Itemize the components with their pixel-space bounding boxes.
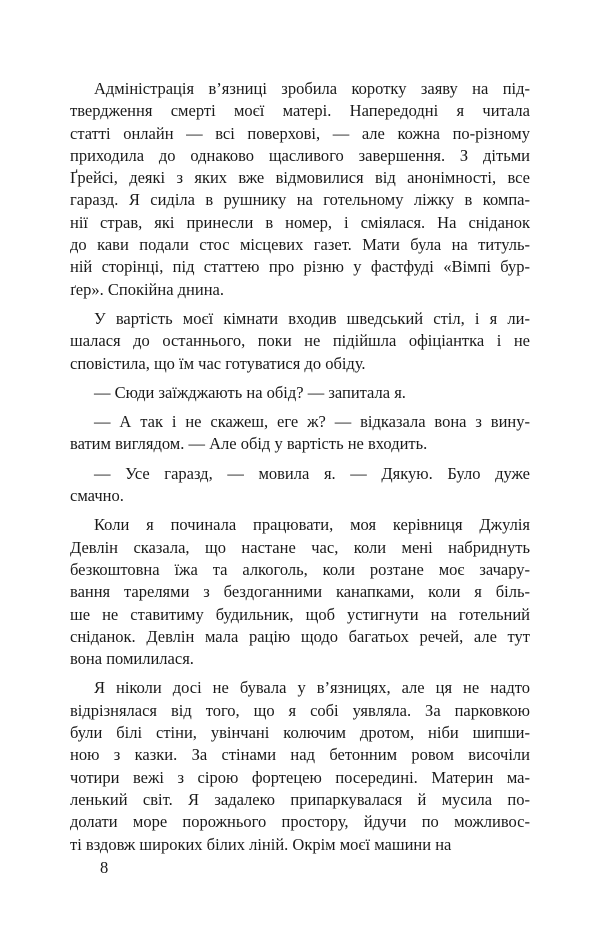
- text-line: статті онлайн — всі поверхові, — але кожна по-різному: [70, 123, 530, 143]
- paragraph: [70, 463, 530, 508]
- paragraph: [70, 514, 530, 670]
- text-line: Адміністрація в’язниці зробила коротку заяву на під-: [94, 79, 530, 98]
- text-line: чотири вежі з сірою фортецею посередині. Материн ма-: [70, 767, 530, 787]
- text-line: сніданок. Девлін мала рацію щодо багатьох речей, але тут: [70, 626, 530, 646]
- text-line: гаразд. Я сиділа в рушнику на готельному ліжку в компа-: [70, 190, 530, 210]
- page-number: 8: [100, 858, 109, 877]
- text-line: долати море порожнього простору, йдучи по можливос-: [70, 812, 530, 832]
- text-line: ґер». Спокійна днина.: [70, 279, 224, 299]
- text-line: ній сторінці, під статтею про різню у фастфуді «Вімпі бур-: [70, 257, 530, 277]
- text-line: нії страв, які принесли в номер, і сміялася. На сніданок: [70, 212, 530, 232]
- paragraph: [70, 411, 530, 456]
- paragraph: [70, 677, 530, 855]
- page-text: [70, 78, 530, 856]
- text-line: ті вздовж широких білих ліній. Окрім моєї машини на: [70, 834, 452, 854]
- text-line: були білі стіни, увінчані колючим дротом, ніби шипши-: [70, 723, 530, 743]
- paragraph: [70, 308, 530, 375]
- text-line: — Усе гаразд, — мовила я. — Дякую. Було дуже: [94, 463, 530, 483]
- text-line: твердження смерті моєї матері. Напередодні я читала: [70, 101, 530, 121]
- text-line: приходила до однаково щасливого завершення. З дітьми: [70, 145, 530, 165]
- text-line: шалася до останнього, поки не підійшла офіціантка і не: [70, 331, 530, 351]
- text-line: ленький світ. Я задалеко припаркувалася й мусила по-: [70, 789, 530, 809]
- paragraph: [70, 78, 530, 301]
- text-line: вона помилилася.: [70, 649, 194, 669]
- text-line: Ґрейсі, деякі з яких вже відмовилися від анонімності, все: [70, 168, 530, 188]
- text-line: до кави подали стос місцевих газет. Мати була на титуль-: [70, 235, 530, 255]
- text-line: відрізнялася від того, що я собі уявляла. За парковкою: [70, 700, 530, 720]
- text-line: Я ніколи досі не бувала у в’язницях, але ця не надто: [94, 678, 530, 698]
- text-line: У вартість моєї кімнати входив шведський стіл, і я ли-: [94, 308, 530, 328]
- text-line: ною з казки. За стінами над бетонним ровом височіли: [70, 745, 530, 765]
- paragraph: [70, 382, 530, 404]
- text-line: — А так і не скажеш, еге ж? — відказала вона з вину-: [94, 412, 530, 432]
- text-line: ватим виглядом. — Але обід у вартість не входить.: [70, 434, 428, 454]
- text-line: ше не ставитиму будильник, щоб устигнути на готельний: [70, 604, 530, 624]
- text-line: вання тарелями з бездоганними канапками, коли я біль-: [70, 582, 530, 602]
- text-line: смачно.: [70, 486, 124, 506]
- text-line: — Сюди заїжджають на обід? — запитала я.: [94, 382, 406, 402]
- text-line: сповістила, що їм час готуватися до обіду.: [70, 353, 366, 373]
- text-line: безкоштовна їжа та алкоголь, коли розтане моє зачару-: [70, 559, 530, 579]
- text-line: Девлін сказала, що настане час, коли мені набриднуть: [70, 537, 530, 557]
- text-line: Коли я починала працювати, моя керівниця Джулія: [94, 515, 530, 535]
